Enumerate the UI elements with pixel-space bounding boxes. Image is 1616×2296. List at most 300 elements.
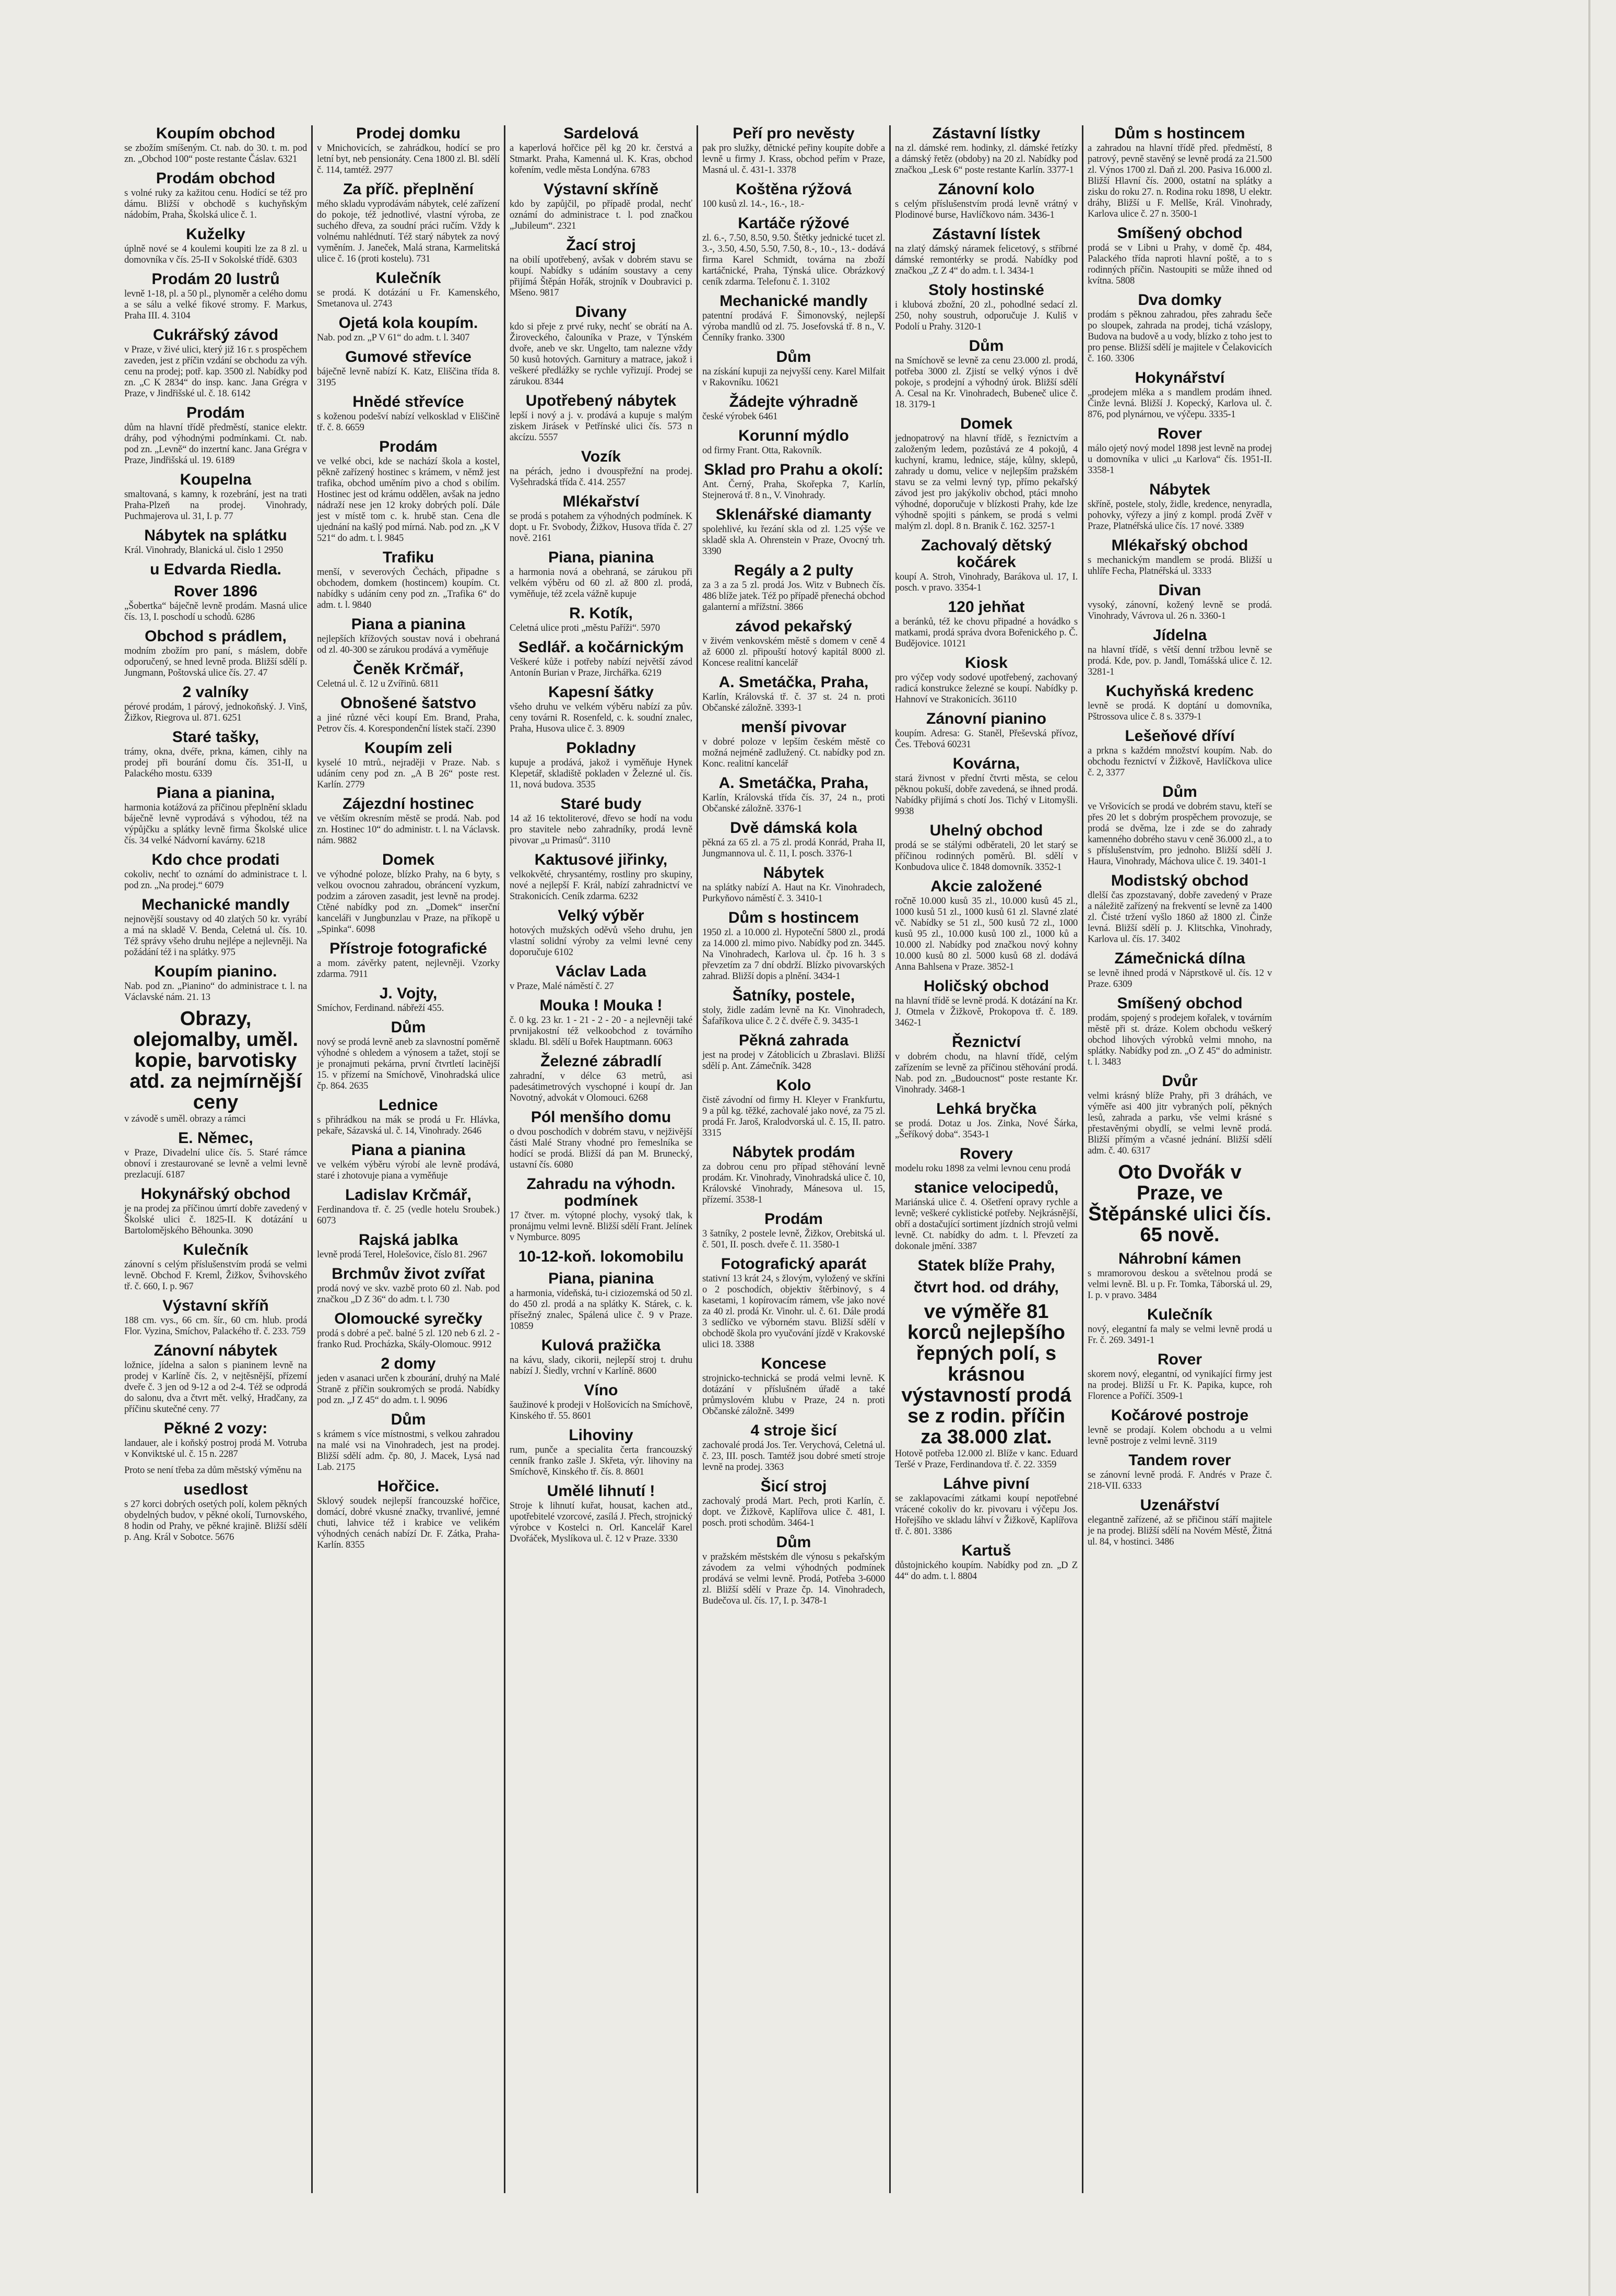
ad-heading: Divany: [575, 303, 627, 321]
ad-body: elegantně zařízené, až se přičinou stáří majitele je na prodej. Bližší sdělí na Novém Městě, Žitná ul. 84, v hostinci. 3486: [1088, 1515, 1272, 1547]
classified-ad: [895, 416, 1078, 532]
ad-heading: Mouka ! Mouka !: [539, 997, 663, 1014]
classified-ad: [510, 1270, 692, 1332]
ad-body: čistě závodní od firmy H. Kleyer v Frankfurtu, 9 a půl kg. těžké, zachovalé jako nové, za 75 zl. prodá Fr. Jaroš, Kralodvorská ul. č. 15, II. patro. 3315: [702, 1095, 885, 1138]
ad-heading: Zájezdní hostinec: [343, 795, 474, 813]
classified-ad: [895, 226, 1078, 277]
ad-heading: Kulečník: [1147, 1306, 1213, 1323]
ad-heading: Cukrářský závod: [152, 326, 279, 344]
ad-heading: Zánovní pianino: [926, 710, 1046, 727]
classified-ad: [702, 293, 885, 344]
ad-heading: Mechanické mandly: [141, 896, 290, 913]
ad-heading: Modistský obchod: [1111, 872, 1249, 889]
classified-ad: [1088, 784, 1272, 867]
classified-ad: [124, 472, 307, 522]
ad-body: prodám, spojený s prodejem kořalek, v továrním městě při st. dráze. Kolem obchodu veškerý obchod lihových výrobků velmi mnoho, na splátky. Nabídky pod zn. „O Z 45“ do administr. t. l. 3483: [1088, 1013, 1272, 1067]
ad-body: spolehlivé, ku řezání skla od zl. 1.25 výše ve skladě skla A. Ohrenstein v Praze, Ovocný trh. 3390: [702, 524, 885, 557]
classified-ad: [317, 315, 500, 344]
classified-ad: [702, 820, 885, 859]
classified-ad: [510, 237, 692, 299]
classified-ad: [702, 1144, 885, 1206]
ad-heading: Řeznictví: [952, 1033, 1021, 1051]
ad-heading: Prodám obchod: [156, 170, 276, 187]
ad-body: na zl. dámské rem. hodinky, zl. dámské řetízky a dámský řetěz (obdoby) na 20 zl. Nabídky pod značkou „Lesk 6“ poste restante Karlín. 3377-1: [895, 143, 1078, 175]
classified-ad: [124, 327, 307, 399]
ad-body: s mramorovou deskou a světelnou prodá se velmi levně. Bl. u p. Fr. Tomka, Táborská ul. 29, I. p. v pravo. 3484: [1088, 1268, 1272, 1301]
ad-body: v dobrém chodu, na hlavní třídě, celým zařízením se levně za příčinou stěhování prodá. Nab. pod zn. „Budoucnost“ poste restante Kr. Vinohrady. 3468-1: [895, 1052, 1078, 1095]
ad-body: prodá s dobré a peč. balné 5 zl. 120 neb 6 zl. 2 - franko Rud. Procházka, Skály-Olomouc. 9912: [317, 1328, 500, 1350]
ad-heading: A. Smetáčka, Praha,: [718, 674, 869, 691]
classified-ad: [317, 1411, 500, 1473]
classified-ad: [317, 1019, 500, 1092]
classified-ad: [702, 349, 885, 388]
classified-ad: [1088, 728, 1272, 779]
classified-ad: [702, 865, 885, 904]
ad-heading: Ojetá kola koupím.: [338, 314, 478, 332]
ad-heading: Regály a 2 pulty: [734, 562, 854, 579]
ad-heading: Mlékařství: [562, 493, 640, 510]
classified-ad: [1088, 125, 1272, 220]
classified-ad: [702, 618, 885, 669]
ad-heading: Prodám: [379, 438, 438, 455]
classified-ad: [510, 549, 692, 600]
ad-heading: Smíšený obchod: [1117, 995, 1243, 1012]
ad-body: modelu roku 1898 za velmi levnou cenu prodá: [895, 1163, 1071, 1174]
ad-body: nový se prodá levně aneb za slavnostní poměrně výhodné s ohledem a výnosem a tažet, stojí se je pronajmuti pekárna, první čtvrtletí lacinější 15. v přízemí na Smíchově, Vinohradská ulice čp. 864. 2635: [317, 1037, 500, 1091]
classified-ad: [702, 1256, 885, 1350]
ad-body: se zaklapovacími zátkami koupí nepotřebné vrácené cokoliv do kr. pivovaru i výčepu Jos. Hořejšího ve skladu láhví v Žižkově, Kaplířova tř. č. 801. 3386: [895, 1493, 1078, 1537]
classified-ad: [1088, 370, 1272, 420]
ad-body: ve větším okresním městě se prodá. Nab. pod zn. Hostinec 10“ do administr. t. l. na Václavsk. nám. 9882: [317, 814, 500, 846]
classified-ad: [124, 226, 307, 266]
ad-body: menší, v severových Čechách, připadne s obchodem, domkem (hostincem) koupím. Ct. nabídky s udáním ceny pod zn. „Trafika 6“ do adm. t. l. 9840: [317, 567, 500, 610]
ad-heading: Pěkné 2 vozy:: [163, 1420, 268, 1437]
classified-ad: [510, 963, 692, 992]
classified-ad: [702, 1356, 885, 1417]
column-4: [698, 125, 891, 2193]
classified-ad: [1088, 1351, 1272, 1402]
classified-ad: [124, 729, 307, 780]
ad-heading: Zánovní nábytek: [154, 1342, 278, 1359]
ad-heading: Vozík: [581, 448, 621, 465]
ad-heading: Sardelová: [563, 125, 639, 142]
ad-body: cokoliv, nechť to oznámí do administrace t. l. pod zn. „Na prodej.“ 6079: [124, 869, 307, 891]
ad-heading: 120 jehňat: [948, 598, 1025, 616]
classified-ad: [895, 1301, 1078, 1470]
ad-heading: 2 domy: [381, 1355, 436, 1372]
ad-body: prodá se se stálými odběrateli, 20 let starý se příčinou rodinných poměrů. Bl. sdělí v Konbudova ulice č. 1848 domovník. 3352-1: [895, 840, 1078, 873]
ad-heading: Trafiku: [382, 549, 434, 566]
ad-body: Stroje k lihnutí kuřat, housat, kachen atd., upotřebitelé vzorcové, zasílá J. Přech, strojnický výrobce v Kostelci n. Orl. Kancelář Karel Dvořáček, Myslíkova ul. č. 12 v Praze. 3330: [510, 1501, 692, 1544]
ad-body: kyselé 10 mtrů., nejraději v Praze. Nab. s udáním ceny pod zn. „A B 26“ poste rest. Karlín. 2779: [317, 758, 500, 790]
classified-ad: [702, 462, 885, 501]
ad-body: a prkna s každém množství koupím. Nab. do obchodu řeznictví v Žižkově, Havlíčkova ulice č. 2, 3377: [1088, 746, 1272, 778]
classified-ad: [895, 822, 1078, 873]
classified-ad: [124, 1298, 307, 1337]
ad-heading: Rover: [1157, 1351, 1202, 1368]
classified-ad: [895, 978, 1078, 1029]
ad-heading: Domek: [382, 851, 435, 868]
classified-ad: [702, 1534, 885, 1607]
ad-body: Karlín, Královská tř. č. 37 st. 24 n. proti Občanské záložně. 3393-1: [702, 692, 885, 713]
ad-body: 3 šatníky, 2 postele levně, Žižkov, Orebitská ul. č. 501, II. posch. dveře č. 11. 3580-1: [702, 1229, 885, 1250]
ad-heading: Zástavní lístek: [932, 226, 1041, 243]
ad-body: na zlatý dámský náramek felicetový, s stříbrné dámské remontérky se prodá. Nabídky pod značkou „Z Z 4“ do adm. t. l. 3434-1: [895, 244, 1078, 276]
ad-body: zahradní, v délce 63 metrů, asi padesátimetrových vyschopné i koupí dr. Jan Novotný, advokát v Olomouci. 6268: [510, 1071, 692, 1103]
ad-heading: Za příč. přeplnění: [343, 181, 474, 198]
ad-body: pérové prodám, 1 párový, jednokoňský. J. Vinš, Žižkov, Riegrova ul. 871. 6251: [124, 702, 307, 723]
ad-heading: 4 stroje šicí: [750, 1422, 837, 1439]
classified-ad: [1088, 627, 1272, 678]
ad-heading: Prodám 20 lustrů: [151, 270, 280, 288]
ad-heading: Zahradu na výhodn. podmínek: [526, 1175, 676, 1209]
ad-body: se levně ihned prodá v Náprstkově ul. čís. 12 v Praze. 6309: [1088, 968, 1272, 990]
ad-body: od firmy Frant. Otta, Rakovník.: [702, 445, 822, 456]
ad-body: Mariánská ulice č. 4. Ošetření opravy rychle a levně; veškeré cyklistické potřeby. Nejkrásnější, obří a dostačující sortiment jízdních strojů velmi levně. Ct. nabídky do adm. t. l. Převzetí za dokonale jmění. 3387: [895, 1197, 1078, 1252]
ad-heading: Dům: [391, 1411, 426, 1428]
classified-ad: [317, 695, 500, 735]
classified-ad: [702, 1422, 885, 1473]
ad-heading: Sedlář. a kočárnickým: [518, 639, 684, 656]
ad-heading: Piana, pianina: [548, 1270, 654, 1287]
classified-ad: [124, 1130, 307, 1181]
classified-ad: [510, 639, 692, 679]
ad-body: důstojnického koupím. Nabídky pod zn. „D Z 44“ do adm. t. l. 8804: [895, 1560, 1078, 1582]
ad-heading: Hořčice.: [377, 1478, 440, 1495]
ad-heading: Brchmův život zvířat: [332, 1265, 485, 1282]
ad-heading: Uzenářství: [1140, 1497, 1220, 1514]
ad-body: ve velkém výběru výrobí ale levně prodává, staré i zhotovuje piana a vyměňuje: [317, 1160, 500, 1181]
ad-heading: Sklenářské diamanty: [715, 506, 872, 523]
classified-ad: [1088, 1306, 1272, 1346]
ad-body: smaltovaná, s kamny, k rozebrání, jest na trati Praha-Plzeň na prodej. Vinohrady, Puchmajerova ul. 31, I. p. 77: [124, 489, 307, 522]
ad-body: Král. Vinohrady, Blanická ul. čislo 1 2950: [124, 545, 283, 556]
ad-heading: Stoly hostinské: [928, 281, 1044, 299]
ad-heading: usedlost: [183, 1481, 248, 1498]
ad-body: landauer, ale i koňský postroj prodá M. Votruba v Konviktské ul. č. 15 n. 2287: [124, 1438, 307, 1459]
ad-heading: Ladislav Krčmář,: [345, 1186, 471, 1204]
classified-ad: [702, 507, 885, 557]
classified-ad: [702, 1077, 885, 1139]
classified-ad: [1088, 1251, 1272, 1301]
ad-body: levně se prodají. Kolem obchodu a u velmi levně postroje z velmi levně. 3119: [1088, 1425, 1272, 1446]
ad-body: ve Vršovicích se prodá ve dobrém stavu, kteří se přes 20 let s dobrým prospěchem provozuje, se prodá se dvěma, lze i zde se do zahrady kamenného dobrého stavu v ceně 36.000 zl., a to s příslušenstvím, pro jednoho. Bližší sdělí J. Haura, Vinohrady, Máchova ulice č. 19. 3401-1: [1088, 802, 1272, 867]
classified-ad: [895, 878, 1078, 973]
ad-heading: Holičský obchod: [923, 978, 1049, 995]
ad-body: na pérách, jedno i dvouspřežní na prodej. Vyšehradská třída č. 414. 2557: [510, 466, 692, 488]
ad-heading: Staré budy: [560, 795, 642, 813]
classified-ad: [510, 740, 692, 791]
ad-heading: Dům s hostincem: [728, 909, 859, 926]
ad-body: nejlepších křížových soustav nová i obehraná od zl. 40-300 se zárukou prodává a vyměňuje: [317, 634, 500, 655]
column-1: [120, 125, 313, 2193]
ad-heading: R. Kotík,: [569, 605, 633, 622]
ad-heading: E. Němec,: [178, 1129, 253, 1147]
classified-ad: [1088, 1407, 1272, 1447]
classified-ad: [124, 1186, 307, 1237]
ad-body: s koženou podešví nabízí velkosklad v Eliščině tř. č. 8. 6659: [317, 411, 500, 433]
classified-ad: [702, 125, 885, 176]
column-2: [313, 125, 505, 2193]
classified-ad: [895, 1476, 1078, 1537]
ad-heading: Kdo chce prodati: [151, 851, 280, 868]
ad-body: a mom. závěrky patent, nejlevněji. Vzorky zdarma. 7911: [317, 958, 500, 980]
ad-heading: Zachovalý dětský kočárek: [921, 537, 1052, 571]
ad-body: s volné ruky za kažitou cenu. Hodící se též pro dámu. Bližší v obchodě s kuchyňským nádobím, Praha, Školská ulice č. 1.: [124, 188, 307, 220]
classified-ad: [510, 605, 692, 634]
ad-heading: Domek: [960, 415, 1013, 432]
classified-ad: [702, 394, 885, 422]
classified-ad: [895, 756, 1078, 817]
classified-ad: [317, 1311, 500, 1350]
ad-body: „prodejem mléka a s mandlem prodám ihned. Činže levná. Bližší J. Kopecký, Karlova ul. č. 876, pod plynárnou, ve výčepu. 3335-1: [1088, 387, 1272, 420]
ad-heading: Smíšený obchod: [1117, 225, 1243, 242]
classified-ad: [895, 711, 1078, 750]
ad-body: i klubová zbožní, 20 zl., pohodlné sedací zl. 250, nohy soustruh, odporučuje J. Kuliš v Podolí u Prahy. 3120-1: [895, 300, 1078, 332]
classified-ad: [317, 940, 500, 980]
ad-body: Celetná ul. č. 12 u Zvířinů. 6811: [317, 679, 439, 689]
ad-body: se zbožím smíšeným. Ct. nab. do 30. t. m. pod zn. „Obchod 100“ poste restante Čáslav. 6321: [124, 143, 307, 164]
ad-body: Proto se není třeba za dům městský výměnu na: [124, 1465, 302, 1476]
ad-heading: Olomoucké syrečky: [334, 1310, 482, 1327]
classified-ad: [510, 1337, 692, 1377]
ad-heading: Dům: [776, 348, 811, 366]
ad-heading: Nábytek: [1149, 481, 1210, 498]
classified-ad: [1088, 1162, 1272, 1245]
ad-heading: Kartáče rýžové: [738, 215, 850, 232]
ad-body: strojnicko-technická se prodá velmi levně. K dotázání v příslušném úřadě a také průmyslovém klubu v Praze, 24 n. proti Občanské záložně. 3499: [702, 1373, 885, 1417]
ad-body: hotových mužských oděvů všeho druhu, jen vlastní solidní výroby za velmi levné ceny doporučuje 6102: [510, 925, 692, 958]
ad-body: Sklový soudek nejlepší francouzské hořčice, domácí, dobré vkusné značky, trvanlivé, jemné chuti, lahvice též i krabice ve velikém výhodných cenách nabízí Dr. F. Zátka, Praha-Karlín. 8355: [317, 1496, 500, 1550]
ad-heading: Kaktusové jiřinky,: [534, 851, 668, 868]
ad-heading: Nábytek: [763, 864, 824, 881]
ad-body: dům na hlavní třídě předměstí, stanice elektr. dráhy, pod výhodnými podmínkami. Ct. nab. pod zn. „Levně“ do inzertní kanc. Jana Grégra v Praze, Jindřišská ul. 19. 6189: [124, 422, 307, 466]
ad-heading: Lehká bryčka: [936, 1100, 1036, 1117]
ad-heading: Šatníky, postele,: [732, 987, 855, 1004]
classified-ad: [317, 1142, 500, 1182]
ad-heading: Mechanické mandly: [719, 292, 868, 310]
classified-ad: [510, 181, 692, 232]
ad-body: jednopatrový na hlavní třídě, s řeznictvím a založeným ledem, pozůstává ze 4 pokojů, 4 kuchyní, kramu, lednice, stáje, kůlny, sklepů, zahrady u domu, velice v nejlepším pražském stavu se za velmi levný typ, přímo pekařský závod jest pro jakýkoliv obchod, ptáci mnoho výhodné, doporučuje v blízkosti Prahy, kde lze výhodně spojiti s pánkem, se prodá s velmi malým zl. dopl. 8 n. Branik č. 162. 3257-1: [895, 433, 1078, 532]
ad-heading: Kulová pražička: [541, 1337, 661, 1354]
classified-ad: [510, 304, 692, 387]
ad-body: lepší i nový a j. v. prodává a kupuje s malým ziskem Jirásek v Petřínské ulici čís. 573 n akcízu. 5557: [510, 410, 692, 443]
classified-ad: [895, 1101, 1078, 1140]
ad-heading: Koupím zeli: [364, 739, 453, 757]
ad-body: prodá nový ve skv. vazbě proto 60 zl. Nab. pod značkou „D Z 36“ do adm. t. l. 730: [317, 1284, 500, 1305]
ad-body: v Mnichovicích, se zahrádkou, hodící se pro letní byt, neb pensionáty. Cena 1800 zl. Bl. sdělí č. 114, tamtéž. 2977: [317, 143, 500, 175]
ad-heading: ve výměře 81 korců nejlepšího řepných polí, s krásnou výstavností prodá se z rodin. příčin za 38.000 zlat.: [901, 1301, 1071, 1448]
ad-body: rum, punče a specialita čerta francouzský cenník franko zašle J. Skřeta, výr. lihoviny na Smíchově, Kinského tř. čís. 8. 8601: [510, 1445, 692, 1477]
classified-ad: [1088, 873, 1272, 945]
ad-heading: Peří pro nevěsty: [733, 125, 855, 142]
classified-ad: [702, 719, 885, 770]
ad-body: kdo by zapůjčil, po případě prodal, nechť oznámí do administrace t. l. pod značkou „Jubileum“. 2321: [510, 199, 692, 231]
ad-body: velmi krásný blíže Prahy, při 3 dráhách, ve výměře asi 400 jitr vybraných polí, pěkných lesů, zahrada a parku, vše velmi krásné s přestavěnými obydlí, se velmi levně prodá. Bližší přímým a včasné jednání. Bližší sdělí adm. č. 40. 6317: [1088, 1091, 1272, 1156]
ad-body: na splátky nabízí A. Haut na Kr. Vinohradech, Purkyňovo náměstí č. 3. 3410-1: [702, 882, 885, 904]
classified-ad: [317, 616, 500, 656]
ad-body: jeden v asanaci určen k zbourání, druhý na Malé Straně z příčin soukromých se prodá. Nabídky pod zn. „J Z 45“ do adm. t. l. 9096: [317, 1373, 500, 1406]
ad-heading: Žací stroj: [566, 237, 636, 254]
ad-body: české výrobek 6461: [702, 411, 778, 422]
ad-heading: čtvrt hod. od dráhy,: [914, 1279, 1059, 1296]
ad-heading: Obnošené šatstvo: [340, 694, 477, 712]
classified-ad: [1088, 1497, 1272, 1548]
ad-heading: Přístroje fotografické: [329, 940, 487, 957]
ad-body: levně 1-18, pl. a 50 pl., plynoměr a celého domu a se sálu a velké fikové stromy. F. Markus, Praha III. 4. 3104: [124, 289, 307, 321]
classified-ad: [510, 393, 692, 443]
ad-heading: Dvě dámská kola: [730, 819, 857, 837]
ad-body: jest na prodej v Zátoblicích u Zbraslavi. Bližší sdělí p. Ant. Zámečník. 3428: [702, 1050, 885, 1072]
ad-heading: Piana a pianina,: [156, 784, 275, 802]
classified-ad: [702, 428, 885, 456]
ad-body: skorem nový, elegantní, od vynikající firmy jest na prodej. Bližší u Fr. K. Papika, kupce, roh Florence a Poříčí. 3509-1: [1088, 1369, 1272, 1402]
ad-body: za dobrou cenu pro případ stěhování levně prodám. Kr. Vinohrady, Vinohradská ulice č. 10, Královské Vinohrady, Mánesova ul. 15, přízemí. 3538-1: [702, 1162, 885, 1205]
ad-body: pěkná za 65 zl. a 75 zl. prodá Konrád, Praha II, Jungmannova ul. č. 11, I. posch. 3376-1: [702, 838, 885, 859]
ad-body: 100 kusů zl. 14.-, 16.-, 18.-: [702, 199, 805, 209]
classified-ad: [317, 796, 500, 846]
ad-heading: Jídelna: [1152, 627, 1207, 644]
classified-ad: [702, 775, 885, 815]
classified-columns: [120, 125, 1569, 2193]
classified-ad: [1088, 995, 1272, 1068]
ad-heading: 2 valníky: [182, 684, 249, 701]
ad-heading: Korunní mýdlo: [738, 427, 849, 444]
classified-ad: [895, 282, 1078, 333]
ad-heading: Dům: [776, 1534, 811, 1551]
ad-body: s mechanickým mandlem se prodá. Bližší u uhlíře Fecha, Platnéřská ul. 3333: [1088, 555, 1272, 576]
classified-ad: [124, 1481, 307, 1543]
ad-body: 14 až 16 tektoliterové, dřevo se hodí na vodu pro stavitele nebo zahradníky, prodá levně pivovar „u Primasů“. 3110: [510, 814, 692, 846]
ad-body: zánovní s celým příslušenstvím prodá se velmi levně. Obchod F. Kreml, Žižkov, Švihovského tř. č. 660, I. p. 967: [124, 1259, 307, 1292]
ad-heading: Lešeňové dříví: [1125, 727, 1235, 745]
classified-ad: [317, 439, 500, 544]
ad-body: Karlín, Královská třída čís. 37, 24 n., proti Občanské záložně. 3376-1: [702, 793, 885, 814]
classified-ad: [510, 1427, 692, 1478]
ad-heading: stanice velocipedů,: [914, 1179, 1059, 1196]
classified-ad: [1088, 1452, 1272, 1492]
ad-body: vysoký, zánovní, kožený levně se prodá. Vinohrady, Vávrova ul. 26 n. 3360-1: [1088, 600, 1272, 621]
classified-ad: [702, 674, 885, 714]
ad-heading: Výstavní skříň: [162, 1297, 269, 1314]
ad-heading: Lednice: [379, 1097, 438, 1114]
ad-heading: Hnědé střevíce: [352, 393, 464, 410]
classified-ad: [895, 1146, 1078, 1174]
ad-body: s celým příslušenstvím prodá levně vrátný v Plodinové burse, Havlíčkovo nám. 3436-1: [895, 199, 1078, 220]
ad-heading: Velký výběr: [558, 907, 644, 924]
classified-ad: [124, 628, 307, 679]
classified-ad: [1088, 537, 1272, 577]
classified-ad: [510, 1109, 692, 1171]
classified-ad: [702, 1478, 885, 1529]
ad-heading: Kapesní šátky: [548, 684, 654, 701]
classified-ad: [124, 1465, 307, 1476]
ad-heading: Rover 1896: [173, 583, 258, 600]
ad-body: 17 čtver. m. výtopné plochy, vysoký tlak, k pronájmu velmi levně. Bližší sdělí Frant. Jelínek v Nymburce. 8095: [510, 1210, 692, 1243]
classified-ad: [124, 1008, 307, 1125]
ad-body: Nab. pod zn. „P V 61“ do adm. t. l. 3407: [317, 333, 470, 343]
classified-ad: [124, 1343, 307, 1415]
ad-heading: Gumové střevíce: [345, 348, 471, 366]
ad-body: a kaperlová hořčice pěl kg 20 kr. čerstvá a Stmarkt. Praha, Kamenná ul. K. Kras, obchod kořením, vedle města Londýna. 6783: [510, 143, 692, 175]
ad-heading: Láhve pivní: [943, 1475, 1030, 1492]
classified-ad: [895, 338, 1078, 410]
ad-heading: Prodám: [764, 1210, 823, 1228]
ad-body: v závodě s uměl. obrazy a rámci: [124, 1114, 246, 1124]
classified-ad: [317, 740, 500, 791]
classified-ad: [895, 1034, 1078, 1096]
classified-ad: [124, 527, 307, 556]
classified-ad: [895, 655, 1078, 705]
ad-body: „Šobertka“ báječně levně prodám. Masná ulice čís. 13, I. poschodí u schodů. 6286: [124, 601, 307, 622]
classified-ad: [510, 493, 692, 544]
ad-heading: Obchod s prádlem,: [145, 628, 287, 645]
classified-ad: [1088, 1073, 1272, 1157]
ad-body: na získání kupuji za nejvyšší ceny. Karel Milfait v Rakovníku. 10621: [702, 367, 885, 388]
classified-ad: [510, 796, 692, 846]
ad-body: a harmonia nová a obehraná, se zárukou při velkém výběru od 60 zl. až 800 zl. prodá, vyměňuje, též zcela vážně kupuje: [510, 567, 692, 599]
ad-heading: Dům s hostincem: [1114, 125, 1245, 142]
classified-ad: [1088, 582, 1272, 622]
ad-heading: Zánovní kolo: [938, 181, 1035, 198]
ad-heading: Žádejte výhradně: [729, 393, 858, 410]
ad-heading: Umělé lihnutí !: [547, 1482, 655, 1500]
ad-body: a jiné různé věci koupí Em. Brand, Praha, Petrov čís. 4. Korespondenční lístek stačí. 2390: [317, 713, 500, 734]
ad-body: se prodá. K dotázání u Fr. Kamenského, Smetanova ul. 2743: [317, 288, 500, 309]
ad-body: s krámem s více místnostmi, s velkou zahradou na malé vsi na Vinohradech, jest na prodej. Bližší sdělí adm. čp. 80, J. Macek, Lysá nad Lab. 2175: [317, 1429, 500, 1473]
ad-heading: Koncese: [761, 1355, 827, 1372]
ad-body: Celetná ulice proti „městu Paříži“. 5970: [510, 623, 660, 633]
ad-heading: Dům: [391, 1019, 426, 1036]
ad-heading: Dům: [1162, 783, 1197, 800]
ad-heading: Dva domky: [1138, 291, 1222, 309]
ad-body: 188 cm. vys., 66 cm. šír., 60 cm. hlub. prodá Flor. Vyzina, Smíchov, Palackého tř. č. 233. 759: [124, 1315, 307, 1337]
classified-ad: [510, 1053, 692, 1104]
classified-ad: [317, 349, 500, 388]
ad-heading: Piana a pianina: [351, 616, 466, 633]
ad-body: skříně, postele, stoly, židle, kredence, nenyradla, pohovky, výřezy a jiný z kompl. prodá Zvěř v Praze, Platnéřská ulice čís. 17 nové. 3389: [1088, 499, 1272, 532]
ad-body: kdo si přeje z prvé ruky, nechť se obrátí na A. Žiroveckého, čalouníka v Praze, v Týnském dvoře, aneb ve skr. Ungelto, tam nalezne vždy 50 kusů hotových. Garnitury a matrace, jakož i veškeré předlážky se rychle vyřizují. Prodej se zárukou. 8344: [510, 322, 692, 387]
ad-heading: Nábytek prodám: [732, 1144, 855, 1161]
ad-body: zl. 6.-, 7.50, 8.50, 9.50. Štětky jednické tucet zl. 3.-, 3.50, 4.50, 5.50, 7.50, 8.-, 10.-, 13.- dodává firma Karel Schmidt, továrna na zboží kartáčnické, Praha, Týnská ulice. Obrázkový ceník zdarma. Telefonu č. 1. 3102: [702, 233, 885, 287]
ad-body: levně se prodá. K doptání u domovníka, Pštrossova ulice č. 8 s. 3379-1: [1088, 701, 1272, 722]
classified-ad: [317, 1232, 500, 1261]
ad-heading: Mlékařský obchod: [1111, 537, 1248, 554]
classified-ad: [510, 1249, 692, 1265]
classified-ad: [317, 181, 500, 265]
classified-ad: [895, 181, 1078, 221]
ad-heading: Statek blíže Prahy,: [917, 1257, 1055, 1274]
classified-ad: [510, 449, 692, 488]
ad-heading: Pól menšího domu: [530, 1109, 671, 1126]
page-fold-line: [1588, 0, 1590, 2296]
classified-ad: [510, 997, 692, 1048]
ad-body: patentní prodává F. Šimonovský, nejlepší výroba mandlů od zl. 75. Josefovská tř. 8 n., V. Čenníky franko. 3300: [702, 311, 885, 343]
column-5: [891, 125, 1083, 2193]
classified-ad: [1088, 683, 1272, 723]
classified-ad: [317, 1478, 500, 1551]
classified-ad: [895, 1279, 1078, 1296]
ad-heading: Koupím pianino.: [154, 963, 277, 980]
ad-body: nový, elegantní fa maly se velmi levně prodá u Fr. č. 269. 3491-1: [1088, 1324, 1272, 1346]
ad-body: v pražském městském dle výnosu s pekařským závodem za velmi výhodných podmínek prodává se velmi levně. Prodá, Potřeba 3-6000 zl. Bližší sdělí v Praze čp. 14. Vinohradech, Budečova ul. čís. 17, I. p. 3478-1: [702, 1552, 885, 1606]
ad-body: stará živnost v přední čtvrti města, se celou pěknou pokuší, dobře zavedená, se ihned prodá. Nabídky přijímá s chotí Jos. Tichý v Litomyšli. 9938: [895, 773, 1078, 817]
classified-ad: [510, 908, 692, 958]
classified-ad: [895, 125, 1078, 176]
classified-ad: [895, 1543, 1078, 1582]
ad-body: prodá se v Libni u Prahy, v domě čp. 484, Palackého třída naproti hlavní poště, a to s rodinných příčin. Nastoupiti se může ihned od kvítna. 5808: [1088, 243, 1272, 286]
ad-body: a beránků, též ke chovu připadné a hovádko s matkami, prodá správa dvora Bořenického p. Č. Budějovice. 10121: [895, 617, 1078, 649]
